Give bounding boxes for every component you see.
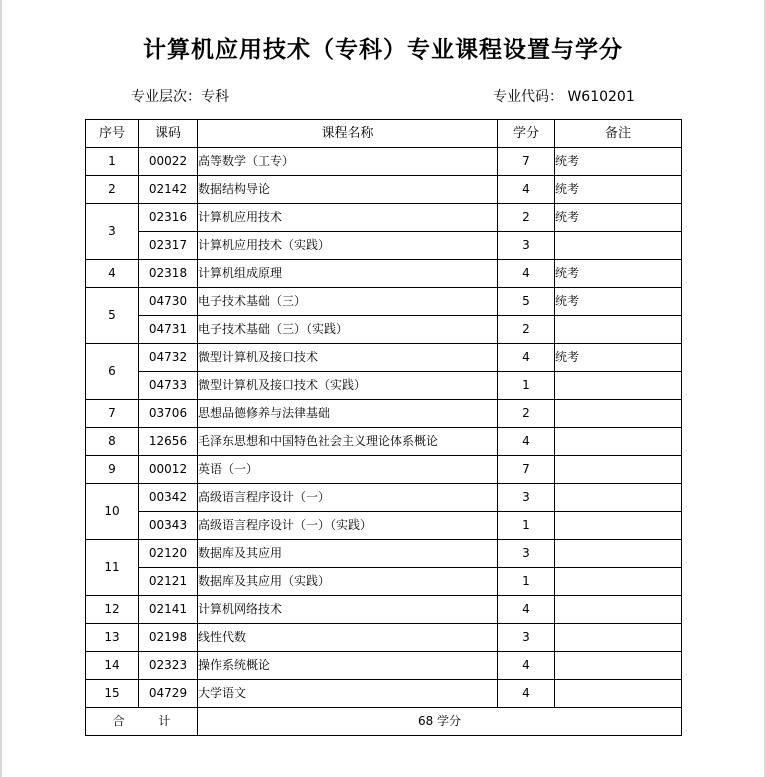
course-code: 02121 bbox=[139, 568, 198, 596]
course-note: 统考 bbox=[555, 204, 682, 232]
total-label: 合 计 bbox=[86, 708, 198, 736]
course-code: 02120 bbox=[139, 540, 198, 568]
course-note bbox=[555, 596, 682, 624]
table-row bbox=[86, 232, 682, 260]
table-row bbox=[86, 540, 682, 568]
total-row bbox=[86, 708, 682, 736]
course-code: 02318 bbox=[139, 260, 198, 288]
course-code: 12656 bbox=[139, 428, 198, 456]
table-row bbox=[86, 344, 682, 372]
table-row bbox=[86, 428, 682, 456]
header-name: 课程名称 bbox=[198, 120, 498, 148]
course-name: 思想品德修养与法律基础 bbox=[198, 400, 498, 428]
course-credit: 4 bbox=[498, 596, 555, 624]
course-seq: 14 bbox=[86, 652, 139, 680]
table-row bbox=[86, 512, 682, 540]
course-code: 02323 bbox=[139, 652, 198, 680]
course-code: 00022 bbox=[139, 148, 198, 176]
course-note bbox=[555, 400, 682, 428]
course-credit: 2 bbox=[498, 316, 555, 344]
header-seq: 序号 bbox=[86, 120, 139, 148]
course-credit: 1 bbox=[498, 568, 555, 596]
course-seq: 15 bbox=[86, 680, 139, 708]
course-credit: 7 bbox=[498, 456, 555, 484]
course-note bbox=[555, 512, 682, 540]
course-seq: 13 bbox=[86, 624, 139, 652]
program-level: 专业层次：专科 bbox=[131, 89, 229, 105]
course-credit: 3 bbox=[498, 484, 555, 512]
table-row bbox=[86, 260, 682, 288]
course-note bbox=[555, 232, 682, 260]
course-code: 04730 bbox=[139, 288, 198, 316]
course-seq: 7 bbox=[86, 400, 139, 428]
course-note: 统考 bbox=[555, 148, 682, 176]
course-note: 统考 bbox=[555, 344, 682, 372]
header-note: 备注 bbox=[555, 120, 682, 148]
course-name: 计算机网络技术 bbox=[198, 596, 498, 624]
course-seq: 10 bbox=[86, 484, 139, 540]
course-name: 高级语言程序设计（一） bbox=[198, 484, 498, 512]
table-row bbox=[86, 148, 682, 176]
table-row bbox=[86, 680, 682, 708]
course-credit: 4 bbox=[498, 652, 555, 680]
course-seq: 3 bbox=[86, 204, 139, 260]
course-code: 00012 bbox=[139, 456, 198, 484]
course-name: 高级语言程序设计（一）（实践） bbox=[198, 512, 498, 540]
course-note: 统考 bbox=[555, 288, 682, 316]
course-seq: 1 bbox=[86, 148, 139, 176]
course-credit: 4 bbox=[498, 428, 555, 456]
course-seq: 11 bbox=[86, 540, 139, 596]
course-note bbox=[555, 624, 682, 652]
course-name: 高等数学（工专） bbox=[198, 148, 498, 176]
course-name: 数据库及其应用 bbox=[198, 540, 498, 568]
course-credit: 4 bbox=[498, 176, 555, 204]
course-seq: 12 bbox=[86, 596, 139, 624]
course-credit: 7 bbox=[498, 148, 555, 176]
course-credit: 5 bbox=[498, 288, 555, 316]
course-name: 计算机应用技术 bbox=[198, 204, 498, 232]
table-row bbox=[86, 204, 682, 232]
course-note bbox=[555, 456, 682, 484]
course-credit: 2 bbox=[498, 400, 555, 428]
course-seq: 8 bbox=[86, 428, 139, 456]
course-credit: 3 bbox=[498, 624, 555, 652]
course-name: 计算机应用技术（实践） bbox=[198, 232, 498, 260]
course-credit: 1 bbox=[498, 512, 555, 540]
course-name: 微型计算机及接口技术 bbox=[198, 344, 498, 372]
course-table bbox=[85, 119, 682, 736]
course-code: 02142 bbox=[139, 176, 198, 204]
course-table-body bbox=[86, 148, 682, 708]
course-credit: 4 bbox=[498, 680, 555, 708]
course-credit: 4 bbox=[498, 344, 555, 372]
page-title: 计算机应用技术（专科）专业课程设置与学分 bbox=[143, 37, 623, 63]
course-name: 计算机组成原理 bbox=[198, 260, 498, 288]
course-note bbox=[555, 680, 682, 708]
course-note: 统考 bbox=[555, 176, 682, 204]
course-name: 英语（一） bbox=[198, 456, 498, 484]
course-seq: 6 bbox=[86, 344, 139, 400]
course-note bbox=[555, 652, 682, 680]
table-header-row bbox=[86, 120, 682, 148]
table-row bbox=[86, 400, 682, 428]
course-seq: 5 bbox=[86, 288, 139, 344]
program-code: 专业代码： W610201 bbox=[493, 89, 635, 105]
course-code: 02198 bbox=[139, 624, 198, 652]
page-border-left bbox=[0, 0, 2, 777]
table-row bbox=[86, 484, 682, 512]
course-name: 数据库及其应用（实践） bbox=[198, 568, 498, 596]
table-row bbox=[86, 652, 682, 680]
course-code: 02141 bbox=[139, 596, 198, 624]
table-row bbox=[86, 316, 682, 344]
course-name: 数据结构导论 bbox=[198, 176, 498, 204]
course-seq: 9 bbox=[86, 456, 139, 484]
course-code: 02317 bbox=[139, 232, 198, 260]
course-code: 02316 bbox=[139, 204, 198, 232]
course-code: 04729 bbox=[139, 680, 198, 708]
table-row bbox=[86, 596, 682, 624]
course-code: 03706 bbox=[139, 400, 198, 428]
course-note bbox=[555, 540, 682, 568]
course-note bbox=[555, 372, 682, 400]
course-code: 00343 bbox=[139, 512, 198, 540]
course-note bbox=[555, 568, 682, 596]
course-note bbox=[555, 428, 682, 456]
course-credit: 2 bbox=[498, 204, 555, 232]
course-name: 微型计算机及接口技术（实践） bbox=[198, 372, 498, 400]
header-code: 课码 bbox=[139, 120, 198, 148]
course-code: 04732 bbox=[139, 344, 198, 372]
header-credit: 学分 bbox=[498, 120, 555, 148]
course-name: 毛泽东思想和中国特色社会主义理论体系概论 bbox=[198, 428, 498, 456]
table-row bbox=[86, 624, 682, 652]
course-seq: 2 bbox=[86, 176, 139, 204]
course-note bbox=[555, 484, 682, 512]
course-name: 电子技术基础（三） bbox=[198, 288, 498, 316]
course-credit: 1 bbox=[498, 372, 555, 400]
table-row bbox=[86, 176, 682, 204]
table-row bbox=[86, 568, 682, 596]
course-note bbox=[555, 316, 682, 344]
course-credit: 4 bbox=[498, 260, 555, 288]
table-row bbox=[86, 456, 682, 484]
course-name: 电子技术基础（三）（实践） bbox=[198, 316, 498, 344]
course-code: 04733 bbox=[139, 372, 198, 400]
course-name: 线性代数 bbox=[198, 624, 498, 652]
total-value: 68 学分 bbox=[198, 708, 682, 736]
course-code: 00342 bbox=[139, 484, 198, 512]
course-seq: 4 bbox=[86, 260, 139, 288]
table-row bbox=[86, 288, 682, 316]
course-name: 操作系统概论 bbox=[198, 652, 498, 680]
course-name: 大学语文 bbox=[198, 680, 498, 708]
course-credit: 3 bbox=[498, 540, 555, 568]
course-credit: 3 bbox=[498, 232, 555, 260]
course-code: 04731 bbox=[139, 316, 198, 344]
course-note: 统考 bbox=[555, 260, 682, 288]
table-row bbox=[86, 372, 682, 400]
